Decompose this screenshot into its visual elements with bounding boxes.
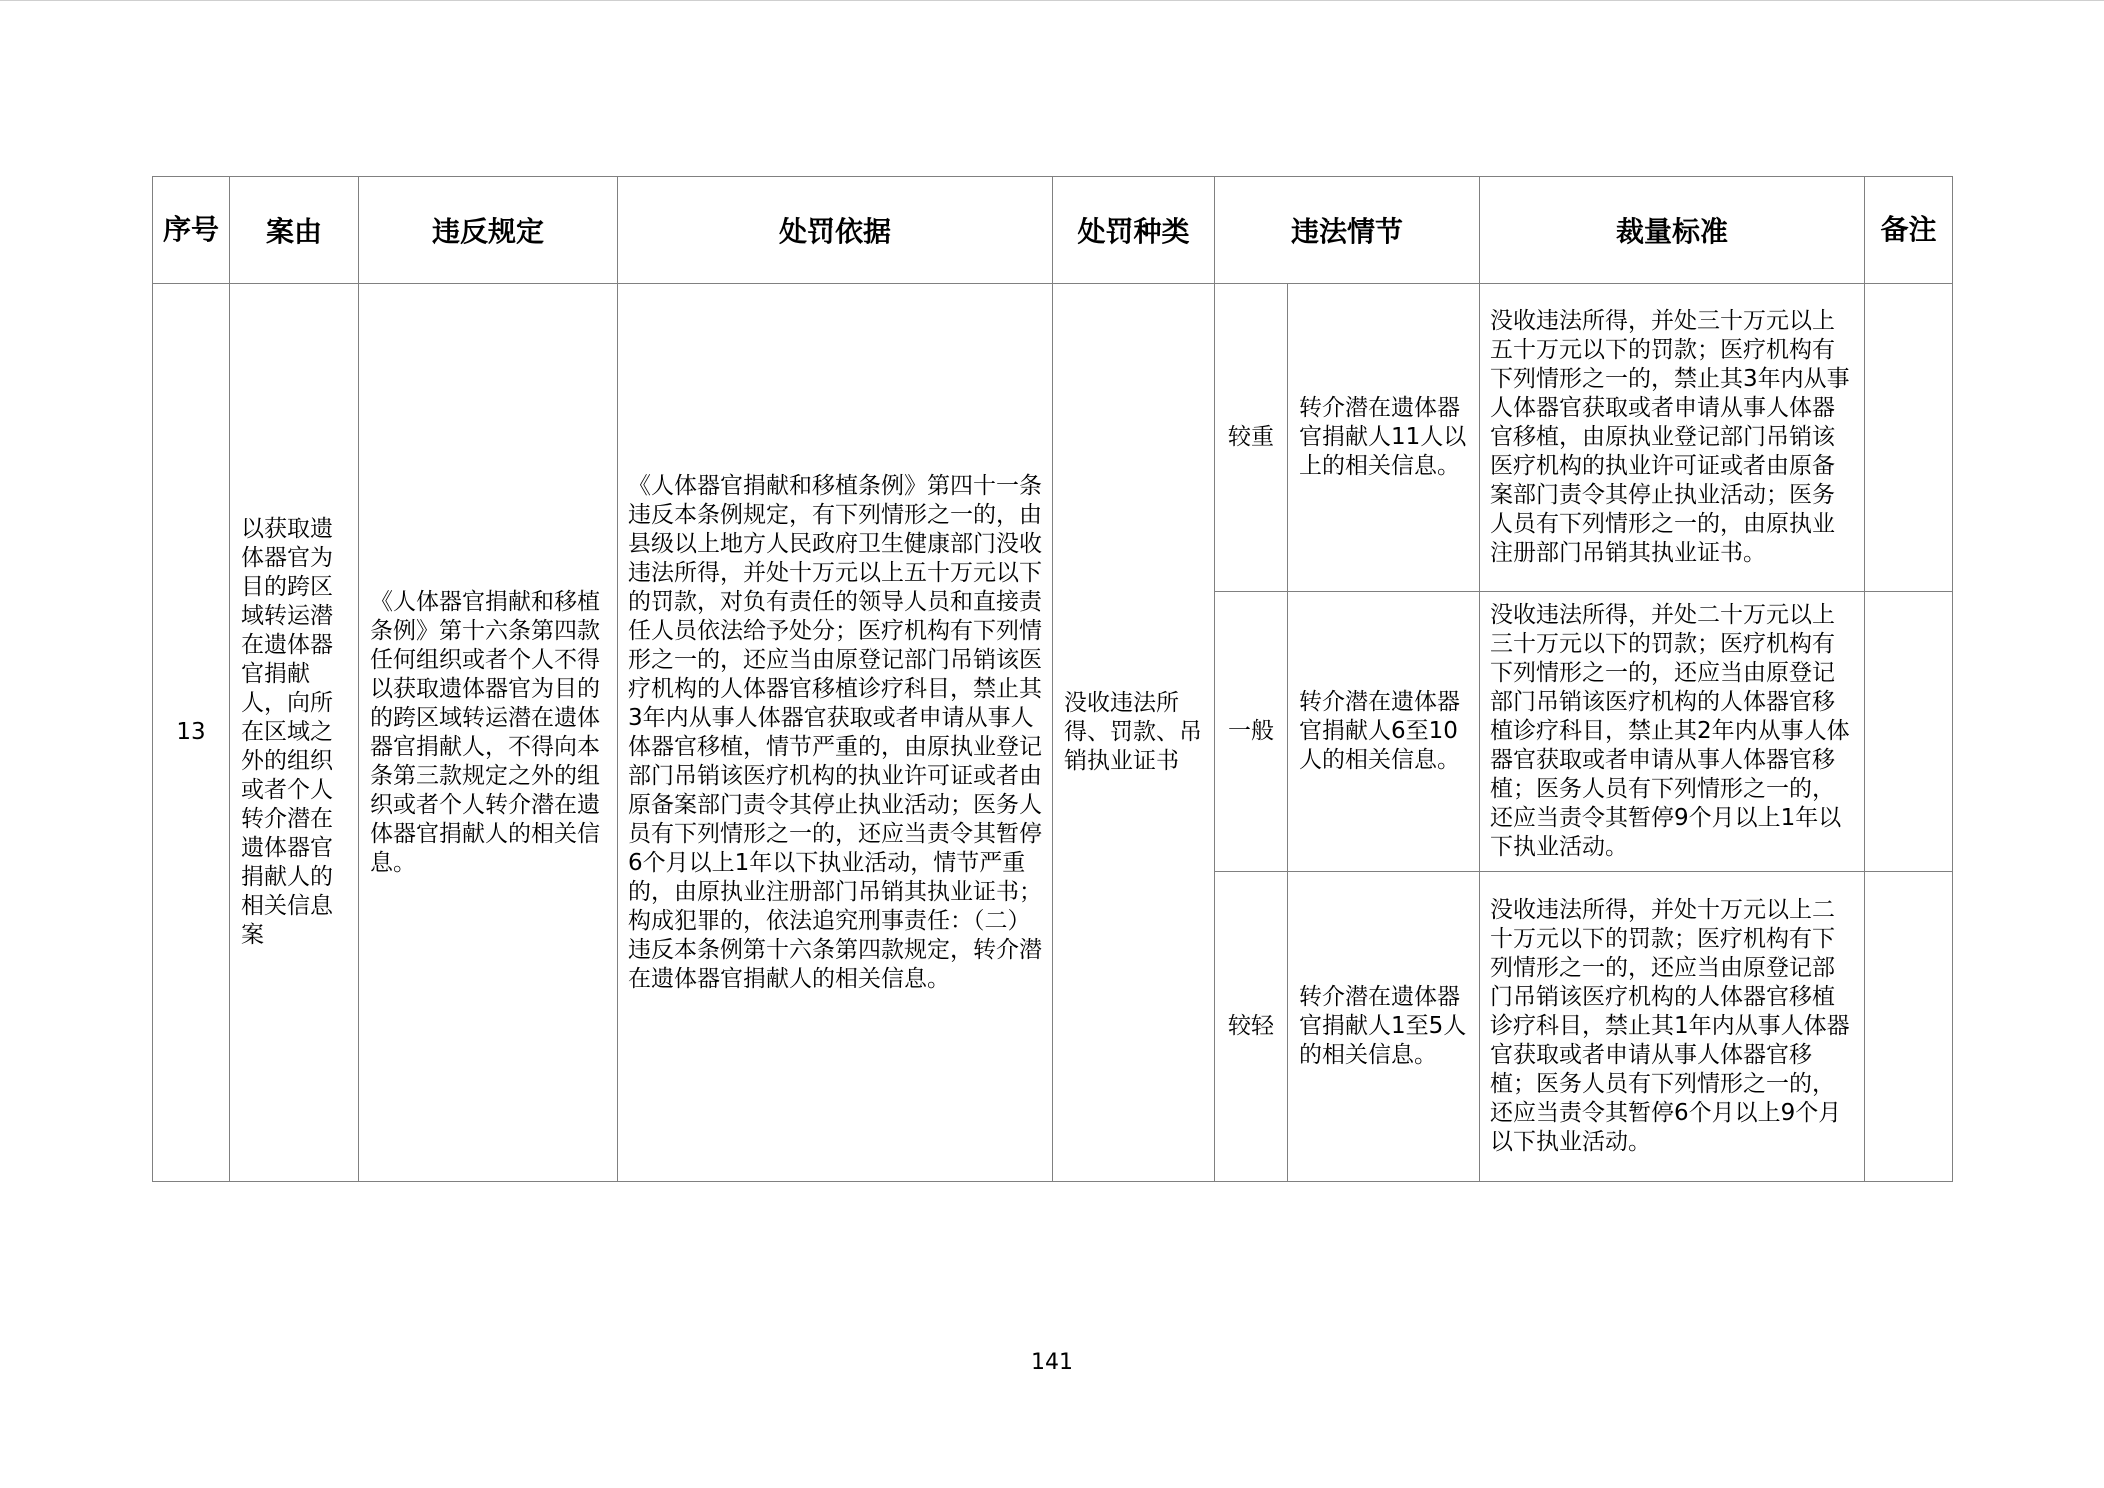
penalty-discretion-table (152, 176, 1953, 1182)
case-cell (230, 284, 359, 1182)
circumstance-cell (1288, 592, 1480, 872)
header-standard: 裁量标准 (1480, 177, 1865, 284)
circumstance-text: 转介潜在遗体器官捐献人1至5人的相关信息。 (1299, 984, 1467, 1068)
header-circumstance: 违法情节 (1215, 177, 1480, 284)
penalty-type-text: 没收违法所得、罚款、吊销执业证书 (1064, 690, 1202, 774)
top-border-line (0, 0, 2104, 1)
header-penalty-type: 处罚种类 (1053, 177, 1215, 284)
header-basis: 处罚依据 (618, 177, 1053, 284)
basis-cell (618, 284, 1053, 1182)
header-seq: 序号 (153, 177, 230, 284)
violation-text: 《人体器官捐献和移植条例》第十六条第四款任何组织或者个人不得以获取遗体器官为目的的跨区域转运潜在遗体器官捐献人，不得向本条第三款规定之外的组织或者个人转介潜在遗体器官捐献人的相关信息。 (370, 588, 600, 876)
circumstance-text: 转介潜在遗体器官捐献人6至10人的相关信息。 (1299, 689, 1460, 773)
seq-cell: 13 (153, 284, 230, 1182)
header-row (153, 177, 1953, 284)
level-cell: 较重 (1215, 284, 1288, 592)
remark-cell (1865, 872, 1953, 1182)
penalty-type-cell (1053, 284, 1215, 1182)
level-cell: 一般 (1215, 592, 1288, 872)
standard-cell (1480, 284, 1865, 592)
table-row (153, 284, 1953, 592)
remark-cell (1865, 284, 1953, 592)
standard-cell (1480, 592, 1865, 872)
basis-text: 《人体器官捐献和移植条例》第四十一条违反本条例规定，有下列情形之一的，由县级以上地方人民政府卫生健康部门没收违法所得，并处十万元以上五十万元以下的罚款，对负有责任的领导人员和直接责任人员依法给予处分；医疗机构有下列情形之一的，还应当由原登记部门吊销该医疗机构的人体器官移植诊疗科目，禁止其3年内从事人体器官获取或者申请从事人体器官移植，情节严重的，由原执业登记部门吊销该医疗机构的执业许可证或者由原备案部门责令其停止执业活动；医务人员有下列情形之一的，还应当责令其暂停6个月以上1年以下执业活动，情节严重的，由原执业注册部门吊销其执业证书；构成犯罪的，依法追究刑事责任：（二）违反本条例第十六条第四款规定，转介潜在遗体器官捐献人的相关信息。 (628, 472, 1042, 992)
circumstance-cell (1288, 284, 1480, 592)
violation-cell (359, 284, 618, 1182)
standard-text: 没收违法所得，并处二十万元以上三十万元以下的罚款；医疗机构有下列情形之一的，还应当由原登记部门吊销该医疗机构的人体器官移植诊疗科目，禁止其2年内从事人体器官获取或者申请从事人体器官移植；医务人员有下列情形之一的，还应当责令其暂停9个月以上1年以下执业活动。 (1490, 602, 1850, 860)
header-case: 案由 (230, 177, 359, 284)
standard-text: 没收违法所得，并处三十万元以上五十万元以下的罚款；医疗机构有下列情形之一的，禁止其3年内从事人体器官获取或者申请从事人体器官移植，由原执业登记部门吊销该医疗机构的执业许可证或者由原备案部门责令其停止执业活动；医务人员有下列情形之一的，由原执业注册部门吊销其执业证书。 (1490, 308, 1850, 566)
standard-text: 没收违法所得，并处十万元以上二十万元以下的罚款；医疗机构有下列情形之一的，还应当由原登记部门吊销该医疗机构的人体器官移植诊疗科目，禁止其1年内从事人体器官获取或者申请从事人体器官移植；医务人员有下列情形之一的，还应当责令其暂停6个月以上9个月以下执业活动。 (1490, 897, 1850, 1155)
header-violation: 违反规定 (359, 177, 618, 284)
circumstance-cell (1288, 872, 1480, 1182)
level-cell: 较轻 (1215, 872, 1288, 1182)
page-number: 141 (1031, 1350, 1073, 1375)
header-remarks: 备注 (1865, 177, 1953, 284)
standard-cell (1480, 872, 1865, 1182)
remark-cell (1865, 592, 1953, 872)
case-text: 以获取遗体器官为目的跨区域转运潜在遗体器官捐献人，向所在区域之外的组织或者个人转介潜在遗体器官捐献人的相关信息案 (241, 516, 333, 948)
circumstance-text: 转介潜在遗体器官捐献人11人以上的相关信息。 (1299, 395, 1467, 479)
